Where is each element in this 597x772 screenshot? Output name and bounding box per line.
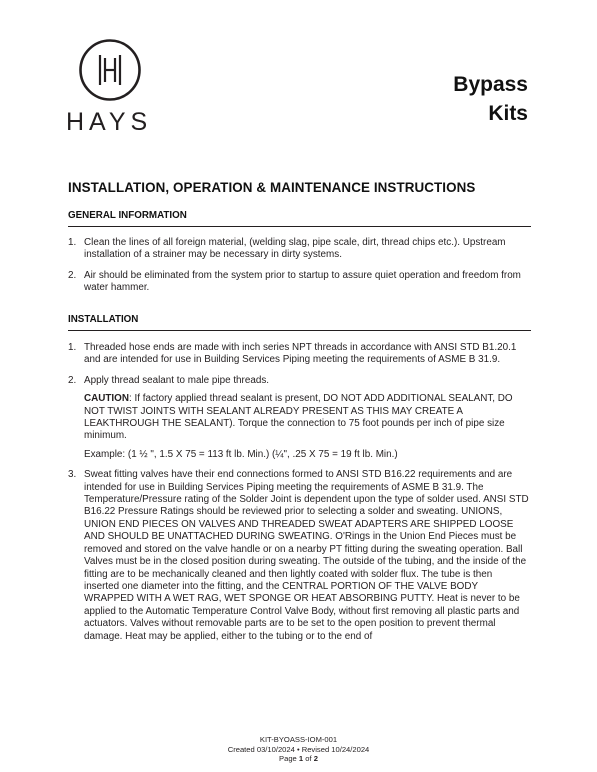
item-number: 2. [68, 269, 77, 281]
list-item [68, 237, 530, 262]
page-prefix: Page [279, 754, 299, 764]
current-page: 1 [298, 754, 304, 764]
hays-logo [66, 38, 154, 135]
item-number: 2. [68, 374, 77, 386]
caution-label: CAUTION [84, 393, 129, 405]
item-text: Clean the lines of all foreign material, (welding slag, pipe scale, dirt, thread chips etc.). Upstream installation of a strainer may be necessary in dirty systems. [84, 237, 506, 261]
general-information-list [68, 237, 530, 303]
item-text: Air should be eliminated from the system prior to startup to assure quiet operation and freedom from water hammer. [84, 269, 521, 294]
page-footer [0, 735, 597, 764]
item-text: Apply thread sealant to male pipe threads. [84, 374, 269, 386]
item-number: 3. [68, 469, 77, 481]
list-item [68, 375, 530, 461]
main-heading: INSTALLATION, OPERATION & MAINTENANCE INSTRUCTIONS [68, 180, 476, 195]
document-title-line2: Kits [488, 102, 528, 125]
total-pages: 2 [313, 754, 318, 764]
caution-text: : If factory applied thread sealant is present, DO NOT ADD ADDITIONAL SEALANT, DO NOT TWIST JOINTS WITH SEALANT ALREADY PRESENT AS THIS MAY CREATE A LEAKTHROUGH THE SEALANT). Torque the connection to 75 foot pounds per inch of pipe size minimum. [84, 393, 513, 442]
item-number: 1. [68, 237, 77, 248]
item-text: Threaded hose ends are made with inch series NPT threads in accordance with ANSI STD B1.20.1 and are intended for use in Building Services Piping meeting the requirements of ASME B 31.9. [84, 342, 517, 366]
document-code: KIT-BYOASS-IOM-001 [259, 735, 338, 744]
page-of: of [303, 754, 314, 764]
document-title [453, 70, 528, 128]
list-item [68, 270, 530, 295]
hays-monogram-icon [78, 38, 142, 102]
list-item [68, 469, 530, 643]
brand-name: HAYS [66, 108, 153, 136]
list-item [68, 342, 530, 367]
item-number: 1. [68, 342, 77, 353]
general-information-heading: GENERAL INFORMATION [68, 210, 531, 227]
document-title-line1: Bypass [453, 73, 528, 96]
page-number [0, 754, 597, 764]
installation-list [68, 342, 530, 651]
installation-heading: INSTALLATION [68, 314, 531, 331]
caution-note [84, 393, 530, 443]
torque-example: Example: (1 ½ ", 1.5 X 75 = 113 ft lb. Min.) (¼", .25 X 75 = 19 ft lb. Min.) [84, 448, 398, 460]
item-text: Sweat fitting valves have their end connections formed to ANSI STD B16.22 requirements and are intended for use in Building Services Piping meeting the requirements of ASME B 31.9. The Temperature/Pressure rating of the Solder Joint is dependent upon the type of solder used. ANSI STD B16.22 Pressure Ratings should be reviewed prior to selecting a solder and sweating. UNIONS, UNION END PIECES ON VALVES AND THREADED SWEAT ADAPTERS ARE SHIPPED LOOSE AND SHOULD BE UNATTACHED DURING SWEATING. O'Rings in the Union End Pieces must be removed and stored on the valve handle or on a nearby PT fitting during the sweating operation. Ball Valves must be in the closed position during sweating. The outside of the tubing, and the inside of the fitting are to be mechanically cleaned and then lightly coated with solder flux. The tube is then inserted one diameter into the fitting, and the CENTRAL PORTION OF THE VALVE BODY WRAPPED WITH A WET RAG, WET SPONGE OR HEAT ABSORBING PUTTY. Heat is never to be applied to the Automatic Temperature Control Valve Body, without first removing all plastic parts and actuators. Valves without removable parts are to be set to the open position to prevent thermal damage. Heat may be applied, either to the tubing or to the end of [84, 469, 529, 642]
document-dates: Created 03/10/2024 • Revised 10/24/2024 [227, 744, 370, 754]
